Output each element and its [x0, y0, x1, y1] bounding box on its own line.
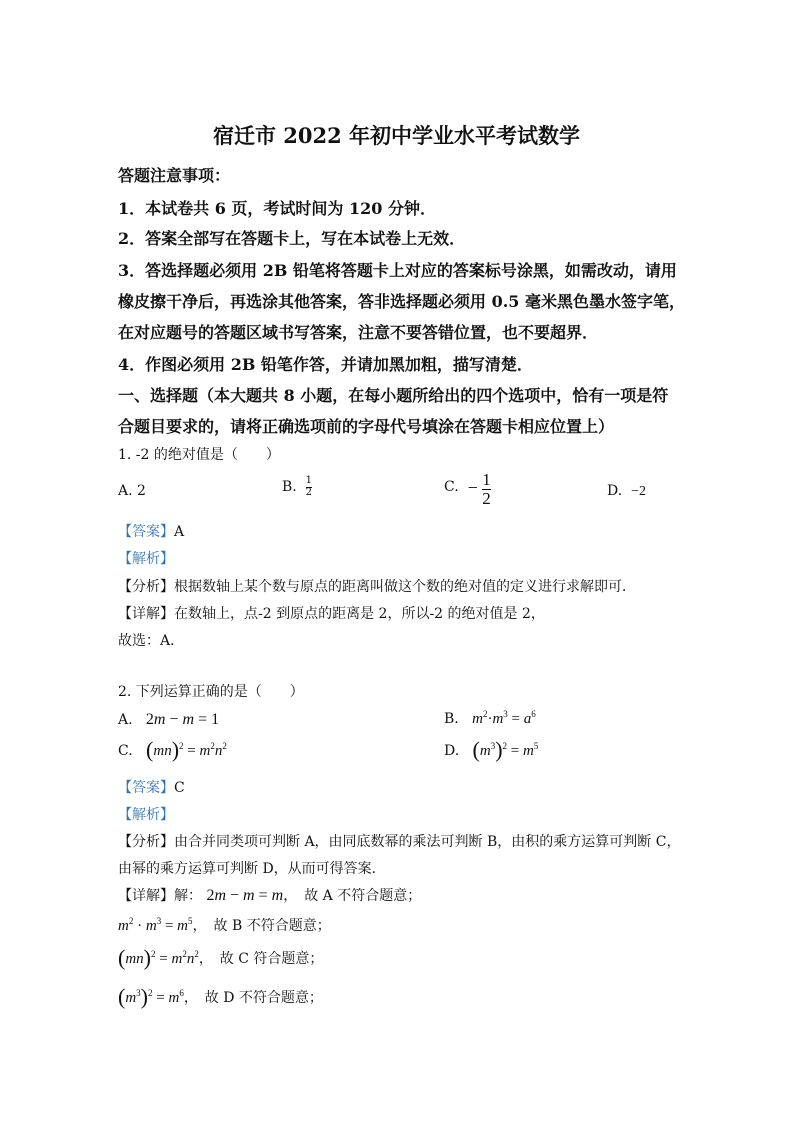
q2-note-d: ， 故 D 不符合题意； [183, 990, 323, 1006]
q1-option-b-fraction [306, 476, 312, 498]
q1-option-a-label: A. [118, 483, 133, 499]
q1-option-a [118, 483, 146, 499]
q2-analysis-tag: 【解析】 [118, 807, 174, 823]
q2-detail-formula-c: $(mn)^2 = m^2n^2$ [118, 945, 199, 970]
q1-option-c-sign: − [467, 477, 478, 498]
q2-option-b-label: B. [444, 711, 459, 727]
q1-option-b-label: B. [282, 479, 297, 495]
q2-option-c-formula: $(mn)^2 = m^2n^2$ [146, 737, 227, 762]
q1-option-c [444, 471, 491, 508]
q2-option-a-formula: 2m − m = 1 [145, 711, 220, 728]
q2-note-a: ， 故 A 不符合题意； [283, 888, 422, 904]
q2-fenxi-line [118, 831, 680, 851]
q2-stem: 2. 下列运算正确的是（ ） [118, 684, 304, 700]
q1-answer: A [174, 524, 185, 540]
page-title: 宿迁市 2022 年初中学业水平考试数学 [212, 123, 581, 148]
q2-option-c-label: C. [118, 743, 133, 759]
q2-option-d [444, 737, 539, 762]
answer-tag: 【答案】 [118, 524, 174, 540]
q2-fenxi-2: 由幂的乘方运算可判断 D，从而可得答案． [118, 861, 386, 877]
q2-option-a [118, 709, 219, 729]
q1-fenxi: 根据数轴上某个数与原点的距离叫做这个数的绝对值的定义进行求解即可． [174, 579, 636, 595]
q2-detail-b-line [118, 915, 331, 935]
q2-answer-line [118, 777, 185, 797]
section-heading-line1: 一、选择题（本大题共 8 小题，在每小题所给出的四个选项中，恰有一项是符 [118, 386, 669, 405]
q1-choose: 故选：A． [118, 633, 185, 649]
q1-detail: 在数轴上，点-2 到原点的距离是 2，所以-2 的绝对值是 2， [174, 606, 545, 622]
q2-note-c: ， 故 C 符合题意； [198, 951, 324, 967]
fraction-denominator: 2 [305, 486, 313, 498]
q1-analysis-tag: 【解析】 [118, 551, 174, 567]
q2-option-c [118, 737, 227, 762]
fraction-numerator: 1 [305, 475, 313, 486]
q2-option-d-formula: $(m^3)^2 = m^5$ [472, 737, 539, 762]
q1-fenxi-line [118, 576, 636, 596]
q2-note-b: ， 故 B 不符合题意； [192, 918, 331, 934]
q2-detail-formula-a: 2m − m = m [206, 887, 284, 904]
q2-answer: C [174, 780, 185, 796]
notice-item-3-cont: 橡皮擦干净后，再选涂其他答案，答非选择题必须用 0.5 毫米黑色墨水签字笔， [118, 292, 685, 311]
q1-option-a-value: 2 [137, 483, 146, 499]
q2-detail-prefix: 解： [174, 888, 202, 904]
q2-detail-line [118, 885, 421, 905]
notice-item-2: 2．答案全部写在答题卡上，写在本试卷上无效． [118, 229, 466, 248]
q2-detail-c-line [118, 945, 324, 970]
fraction-numerator: 1 [482, 470, 491, 489]
q1-option-d [607, 483, 646, 500]
q2-detail-formula-b: $m^2 \cdot m^3 = m^5$ [118, 916, 193, 934]
notice-item-3-cont2: 在对应题号的答题区域书写答案，注意不要答错位置，也不要超界． [118, 323, 599, 342]
q1-option-b [282, 476, 312, 498]
q1-option-c-label: C. [444, 479, 459, 496]
section-heading-line2: 合题目要求的，请将正确选项前的字母代号填涂在答题卡相应位置上） [118, 417, 615, 436]
q1-option-d-value: −2 [631, 484, 646, 499]
detail-tag: 【详解】 [118, 888, 174, 904]
q1-option-c-fraction [482, 471, 491, 508]
q2-option-b-formula: $m^2\cdot m^3 = a^6$ [472, 709, 536, 727]
fenxi-tag: 【分析】 [118, 579, 174, 595]
notice-heading: 答题注意事项： [118, 166, 231, 185]
q1-option-d-label: D. [607, 483, 623, 499]
q1-stem: 1. -2 的绝对值是（ ） [118, 447, 280, 463]
fenxi-tag: 【分析】 [118, 834, 174, 850]
q1-detail-line [118, 603, 545, 623]
q2-detail-d-line [118, 984, 323, 1009]
notice-item-3: 3．答选择题必须用 2B 铅笔将答题卡上对应的答案标号涂黑，如需改动，请用 [118, 261, 677, 280]
q2-option-d-label: D. [444, 743, 460, 759]
fraction-denominator: 2 [482, 488, 491, 508]
detail-tag: 【详解】 [118, 606, 174, 622]
answer-tag: 【答案】 [118, 780, 174, 796]
q2-option-b [444, 709, 536, 728]
q2-detail-formula-d: $(m^3)^2 = m^6$ [118, 984, 184, 1009]
q1-answer-line [118, 521, 184, 541]
q2-fenxi-1: 由合并同类项可判断 A，由同底数幂的乘法可判断 B，由积的乘方运算可判断 C， [174, 834, 681, 850]
notice-item-4: 4．作图必须用 2B 铅笔作答，并请加黑加粗，描写清楚． [118, 355, 533, 374]
notice-item-1: 1．本试卷共 6 页，考试时间为 120 分钟． [118, 199, 436, 218]
q2-option-a-label: A. [118, 712, 133, 728]
